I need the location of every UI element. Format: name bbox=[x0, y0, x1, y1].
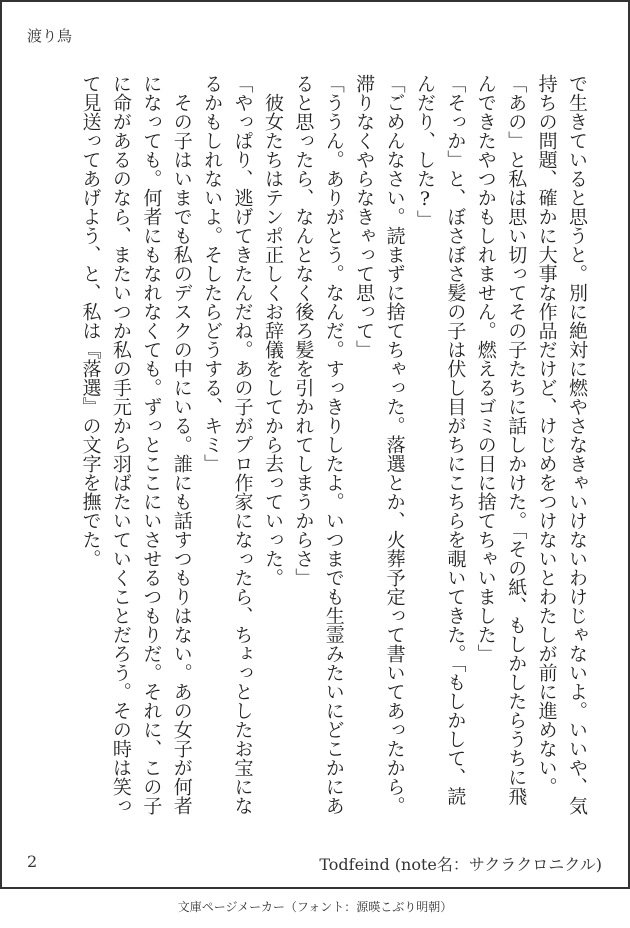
text-column: んできたやつかもしれません。燃えるゴミの日に捨てちゃいました」 bbox=[474, 74, 497, 663]
page-number: 2 bbox=[27, 852, 38, 871]
text-column: 「ううん。ありがとう。なんだ。すっきりしたよ。いつまでも生霊みたいにどこかにあ bbox=[322, 74, 345, 815]
text-column: 「あの」と私は思い切ってその子たちに話しかけた。「その紙、もしかしたらうちに飛 bbox=[505, 74, 528, 806]
text-column: で生きていると思うと。別に絶対に燃やさなきゃいけないわけじゃないよ。いいや、気 bbox=[566, 74, 588, 815]
font-caption: 文庫ページメーカー（フォント：源暎こぶり明朝） bbox=[177, 900, 453, 914]
text-column: 「そっか」と、ぼさぼさ髪の子は伏し目がちにこちらを覗いてきた。「もしかして、読 bbox=[444, 74, 467, 806]
text-column: 持ちの問題、確かに大事な作品だけど、けじめをつけないとわたしが前に進めない。 bbox=[535, 74, 558, 796]
text-column: その子はいまでも私のデスクの中にいる。誰にも話すつもりはない。あの女子が何者 bbox=[170, 74, 193, 815]
text-column: て見送ってあげよう、と、私は『落選』の文字を撫でた。 bbox=[79, 74, 102, 568]
text-column: ると思ったら、なんとなく後ろ髪を引かれてしまうからさ」 bbox=[292, 74, 315, 587]
text-column: 彼女たちはテンポ正しくお辞儀をしてから去っていった。 bbox=[261, 74, 284, 587]
text-column: 「ごめんなさい。読まずに捨てちゃった。落選とか、火葬予定って書いてあったから。 bbox=[383, 74, 406, 815]
text-column: 滞りなくやらなきゃって思って」 bbox=[353, 74, 376, 359]
text-column: んだり、した?」 bbox=[413, 74, 436, 229]
text-column: になっても。何者にもなれなくても。ずっとここにいさせるつもりだ。それに、この子 bbox=[140, 74, 163, 815]
text-column: 「やっぱり、逃げてきたんだね。あの子がプロ作家になったら、ちょっとしたお宝にな bbox=[231, 74, 254, 815]
vertical-body-text bbox=[47, 74, 592, 839]
text-column: るかもしれないよ。そしたらどうする、キミ」 bbox=[201, 74, 224, 473]
author-credit: Todfeind (note名：サクラクロニクル) bbox=[319, 855, 602, 874]
page-header-title: 渡り鳥 bbox=[27, 27, 73, 45]
text-column: に命があるのなら、またいつか私の手元から羽ばたいていくことだろう。その時は笑っ bbox=[109, 74, 132, 815]
